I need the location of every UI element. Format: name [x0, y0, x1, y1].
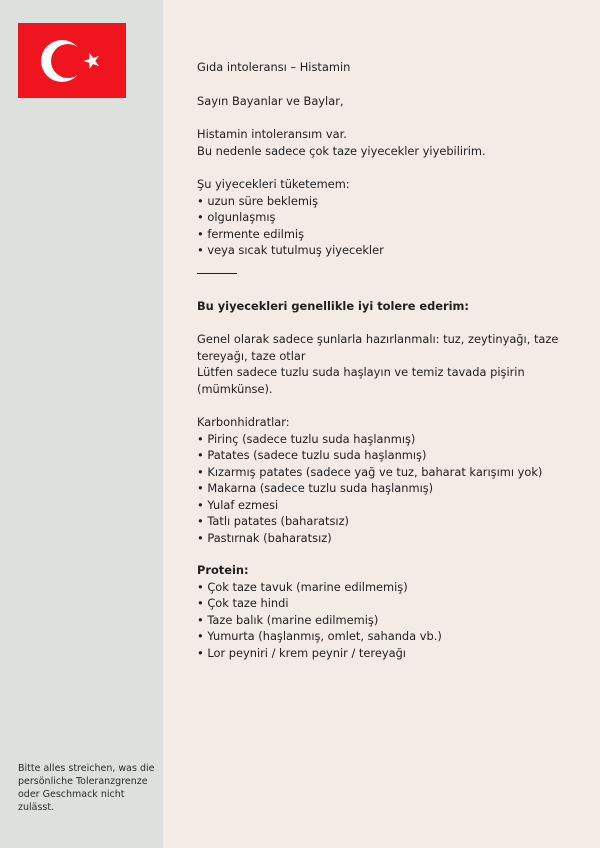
- list-item: • olgunlaşmış: [197, 209, 582, 226]
- carbs-list: [197, 431, 582, 547]
- list-item: • Çok taze tavuk (marine edilmemiş): [197, 579, 582, 596]
- cannot-eat-heading: Şu yiyecekleri tüketemem:: [197, 177, 350, 191]
- letter-greeting: Sayın Bayanlar ve Baylar,: [197, 93, 344, 108]
- list-item: • uzun süre beklemiş: [197, 193, 582, 210]
- protein-heading: Protein:: [197, 563, 249, 577]
- list-item: • fermente edilmiş: [197, 226, 582, 243]
- turkish-flag-icon: [18, 23, 126, 98]
- list-item: • Tatlı patates (baharatsız): [197, 513, 582, 530]
- list-item: • Taze balık (marine edilmemiş): [197, 612, 582, 629]
- divider: [197, 273, 237, 274]
- list-item: • Pirinç (sadece tuzlu suda haşlanmış): [197, 431, 582, 448]
- preparation-note-2: Lütfen sadece tuzlu suda haşlayın ve temiz tavada pişirin (mümkünse).: [197, 365, 525, 396]
- protein-list: [197, 579, 582, 662]
- sidebar-note: Bitte alles streichen, was die persönliche Toleranzgrenze oder Geschmack nicht zulässt.: [18, 763, 155, 813]
- letter-title: Gıda intoleransı – Histamin: [197, 60, 351, 74]
- list-item: • veya sıcak tutulmuş yiyecekler: [197, 242, 582, 259]
- sidebar: [0, 0, 163, 848]
- cannot-eat-list: [197, 193, 582, 259]
- preparation-note-1: Genel olarak sadece şunlarla hazırlanmalı: tuz, zeytinyağı, taze tereyağı, taze otlar: [197, 332, 559, 363]
- list-item: • Patates (sadece tuzlu suda haşlanmış): [197, 447, 582, 464]
- list-item: • Pastırnak (baharatsız): [197, 530, 582, 547]
- list-item: • Makarna (sadece tuzlu suda haşlanmış): [197, 480, 582, 497]
- list-item: • Kızarmış patates (sadece yağ ve tuz, baharat karışımı yok): [197, 464, 582, 481]
- carbs-heading: Karbonhidratlar:: [197, 415, 290, 429]
- letter-body: [197, 59, 582, 661]
- intro-line-1: Histamin intoleransım var.: [197, 127, 347, 141]
- list-item: • Lor peyniri / krem peynir / tereyağı: [197, 645, 582, 662]
- tolerate-heading: Bu yiyecekleri genellikle iyi tolere ederim:: [197, 298, 469, 313]
- list-item: • Yumurta (haşlanmış, omlet, sahanda vb.): [197, 628, 582, 645]
- list-item: • Çok taze hindi: [197, 595, 582, 612]
- list-item: • Yulaf ezmesi: [197, 497, 582, 514]
- intro-line-2: Bu nedenle sadece çok taze yiyecekler yiyebilirim.: [197, 143, 486, 158]
